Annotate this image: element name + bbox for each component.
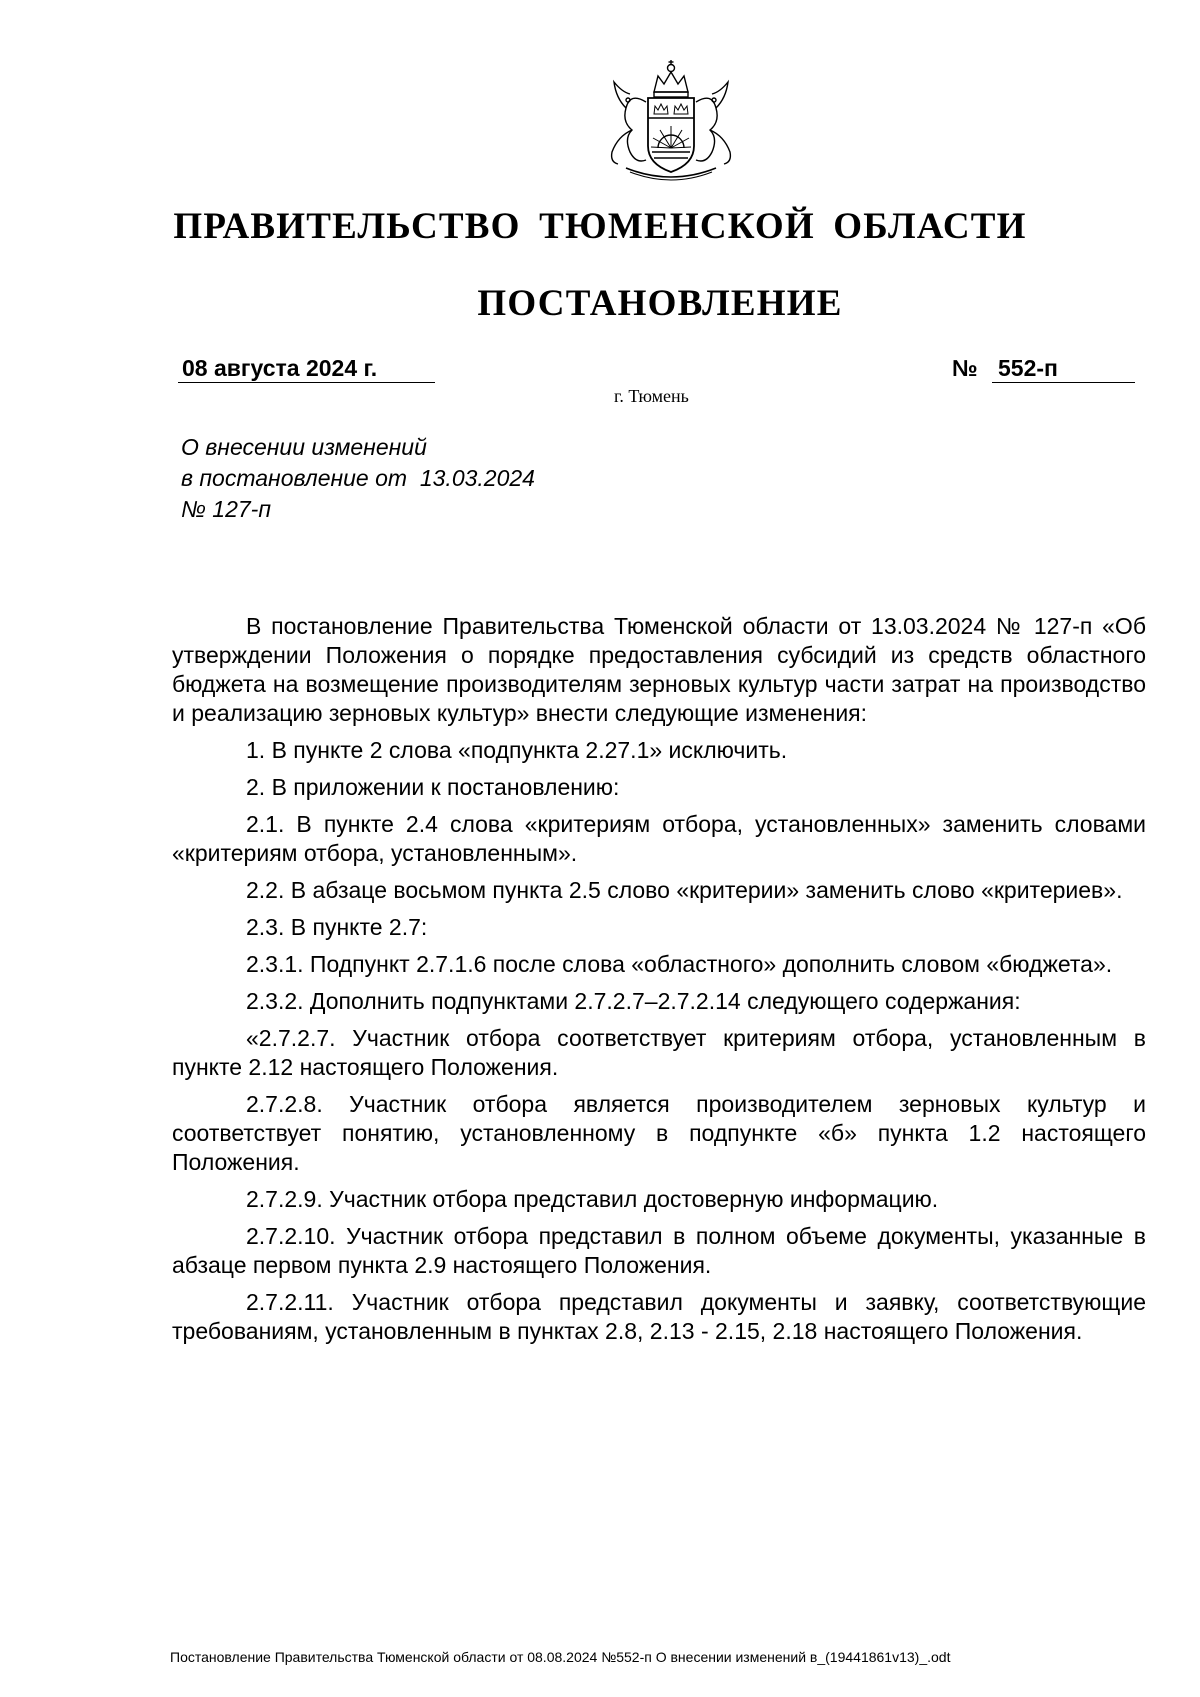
body-paragraph: 2.3. В пункте 2.7: <box>246 914 428 940</box>
body-paragraph: 2.3.1. Подпункт 2.7.1.6 после слова «областного» дополнить словом «бюджета». <box>246 951 1113 977</box>
body-paragraph: 2.7.2.9. Участник отбора представил достоверную информацию. <box>246 1186 939 1212</box>
document-date: 08 августа 2024 г. <box>178 354 435 383</box>
body-paragraph: 2.2. В абзаце восьмом пункта 2.5 слово «критерии» заменить слово «критериев». <box>246 877 1123 903</box>
body-paragraph: 2.1. В пункте 2.4 слова «критериям отбора, установленных» заменить словами «критериям отбора, установленным». <box>172 811 1146 866</box>
body-paragraph: В постановление Правительства Тюменской области от 13.03.2024 № 127-п «Об утверждении Положения о порядке предоставления субсидий из средств областного бюджета на возмещение производителям зерновых культур части затрат на производство и реализацию зерновых культур» внести следующие изменения: <box>172 613 1146 726</box>
subject-line: О внесении изменений <box>181 434 427 460</box>
document-body <box>172 612 1146 1346</box>
number-sign: № <box>952 355 978 381</box>
document-number-field <box>952 354 1135 383</box>
document-subject <box>181 432 535 525</box>
body-paragraph: 2.7.2.11. Участник отбора представил документы и заявку, соответствующие требованиям, установленным в пунктах 2.8, 2.13 - 2.15, 2.18 настоящего Положения. <box>172 1289 1146 1344</box>
page-footer: Постановление Правительства Тюменской области от 08.08.2024 №552-п О внесении изменений в_(19441861v13)_.odt <box>170 1649 951 1665</box>
document-type: ПОСТАНОВЛЕНИЕ <box>477 283 843 324</box>
body-paragraph: 2. В приложении к постановлению: <box>246 774 620 800</box>
subject-line: в постановление от 13.03.2024 <box>181 465 535 491</box>
body-paragraph: 2.3.2. Дополнить подпунктами 2.7.2.7–2.7.2.14 следующего содержания: <box>246 988 1021 1014</box>
subject-line: № 127-п <box>181 496 271 522</box>
body-paragraph: 1. В пункте 2 слова «подпункта 2.27.1» исключить. <box>246 737 788 763</box>
body-paragraph: 2.7.2.8. Участник отбора является производителем зерновых культур и соответствует понятию, установленному в подпункте «б» пункта 1.2 настоящего Положения. <box>172 1091 1146 1175</box>
body-paragraph: 2.7.2.10. Участник отбора представил в полном объеме документы, указанные в абзаце первом пункта 2.9 настоящего Положения. <box>172 1223 1146 1278</box>
document-number: 552-п <box>992 354 1135 383</box>
body-paragraph: «2.7.2.7. Участник отбора соответствует критериям отбора, установленным в пункте 2.12 настоящего Положения. <box>172 1025 1146 1080</box>
organization-title: ПРАВИТЕЛЬСТВО ТЮМЕНСКОЙ ОБЛАСТИ <box>173 206 1027 247</box>
document-city: г. Тюмень <box>614 386 689 406</box>
coat-of-arms-icon <box>596 52 746 184</box>
